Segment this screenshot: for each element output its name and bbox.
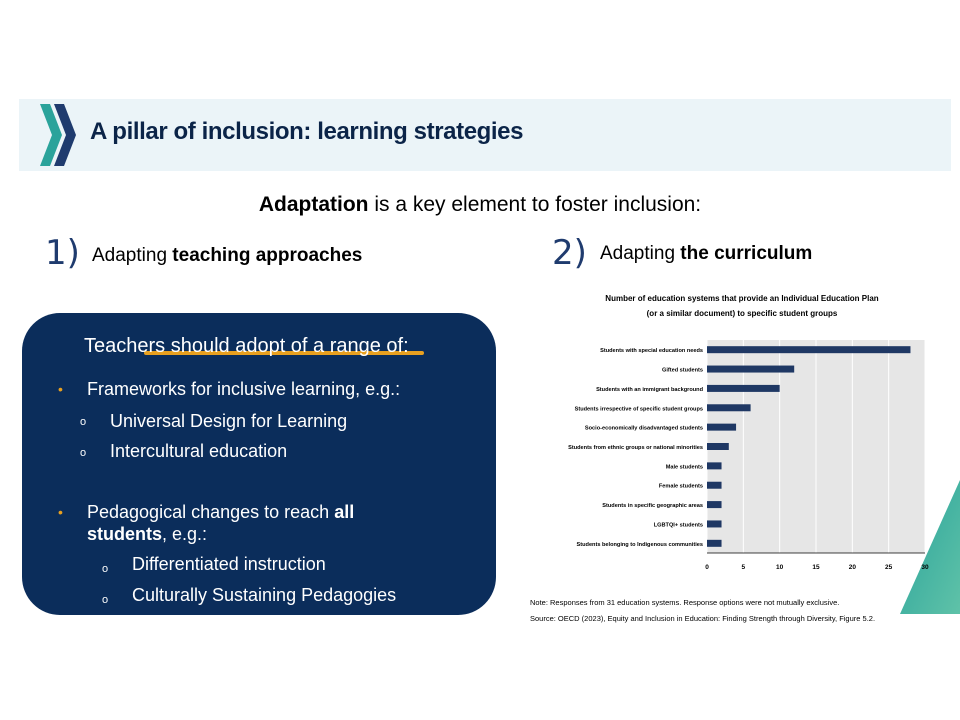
section2-number: 2) bbox=[552, 233, 587, 273]
category-label: Female students bbox=[658, 483, 703, 490]
bar bbox=[707, 404, 751, 411]
bar bbox=[707, 540, 722, 547]
bullet2-pre: Pedagogical changes to reach bbox=[87, 502, 335, 522]
bar bbox=[707, 482, 722, 489]
panel-lead: Teachers should adopt of a range of: bbox=[84, 335, 409, 357]
bar bbox=[707, 385, 780, 392]
x-tick-label: 10 bbox=[776, 564, 784, 571]
teaching-panel bbox=[22, 313, 496, 615]
bar bbox=[707, 366, 794, 373]
chart-title-line2: (or a similar document) to specific student groups bbox=[646, 309, 838, 318]
section1-heading bbox=[92, 245, 362, 267]
sub-udl: Universal Design for Learning bbox=[110, 411, 348, 431]
sub-culturally-sustaining: Culturally Sustaining Pedagogies bbox=[132, 585, 397, 605]
x-tick-label: 20 bbox=[848, 564, 856, 571]
bar bbox=[707, 501, 722, 508]
bullet2-bold: all bbox=[334, 502, 355, 522]
slide-subtitle bbox=[0, 193, 960, 217]
x-tick-label: 0 bbox=[705, 564, 709, 571]
category-label: Students irrespective of specific student groups bbox=[574, 406, 703, 413]
section2-heading bbox=[600, 243, 812, 265]
section1-prefix: Adapting bbox=[92, 245, 173, 266]
x-tick-label: 15 bbox=[812, 564, 820, 571]
sub-bullet-circle: o bbox=[102, 563, 109, 575]
bullet-dot: • bbox=[58, 504, 63, 520]
category-label: Socio-economically disadvantaged students bbox=[584, 425, 703, 432]
x-tick-label: 30 bbox=[921, 564, 929, 571]
section2-prefix: Adapting bbox=[600, 243, 681, 264]
iep-bar-chart bbox=[528, 330, 938, 580]
bullet-pedagogical-line2 bbox=[87, 524, 207, 545]
bar bbox=[707, 424, 736, 431]
chart-note: Note: Responses from 31 education systems. Response options were not mutually exclusive. bbox=[530, 598, 840, 607]
bullet-pedagogical bbox=[87, 502, 354, 523]
subtitle-bold: Adaptation bbox=[258, 193, 369, 216]
sub-differentiated: Differentiated instruction bbox=[132, 554, 326, 574]
x-tick-label: 25 bbox=[885, 564, 893, 571]
category-label: Gifted students bbox=[661, 367, 703, 374]
bullet-frameworks: Frameworks for inclusive learning, e.g.: bbox=[87, 379, 401, 399]
bar bbox=[707, 346, 910, 353]
x-tick-label: 5 bbox=[741, 564, 746, 571]
category-label: Students belonging to Indigenous communities bbox=[576, 541, 703, 548]
oecd-chevron-logo bbox=[38, 102, 78, 168]
category-label: LGBTQI+ students bbox=[653, 522, 703, 529]
bar bbox=[707, 462, 722, 469]
section1-bold: teaching approaches bbox=[172, 245, 363, 266]
category-label: Students with special education needs bbox=[600, 348, 703, 355]
sub-intercultural: Intercultural education bbox=[110, 441, 288, 461]
section2-bold: the curriculum bbox=[680, 243, 813, 264]
bar bbox=[707, 520, 722, 527]
sub-bullet-circle: o bbox=[80, 447, 87, 459]
bullet2-line2-rest: , e.g.: bbox=[162, 524, 208, 544]
sub-bullet-circle: o bbox=[102, 594, 109, 606]
bar bbox=[707, 443, 729, 450]
bullet-dot: • bbox=[58, 381, 63, 397]
chart-source: Source: OECD (2023), Equity and Inclusion in Education: Finding Strength through Diversity, Figure 5.2. bbox=[530, 614, 876, 623]
bullet2-line2-bold: students bbox=[87, 524, 163, 544]
category-label: Students from ethnic groups or national minorities bbox=[568, 445, 703, 451]
slide-title: A pillar of inclusion: learning strategies bbox=[90, 118, 524, 145]
category-label: Students with an immigrant background bbox=[596, 386, 703, 393]
category-label: Students in specific geographic areas bbox=[602, 503, 703, 510]
subtitle-rest: is a key element to foster inclusion: bbox=[368, 193, 702, 216]
section1-number: 1) bbox=[45, 233, 80, 273]
sub-bullet-circle: o bbox=[80, 416, 87, 428]
chart-title-line1: Number of education systems that provide an Individual Education Plan bbox=[605, 294, 879, 303]
category-label: Male students bbox=[665, 464, 703, 471]
